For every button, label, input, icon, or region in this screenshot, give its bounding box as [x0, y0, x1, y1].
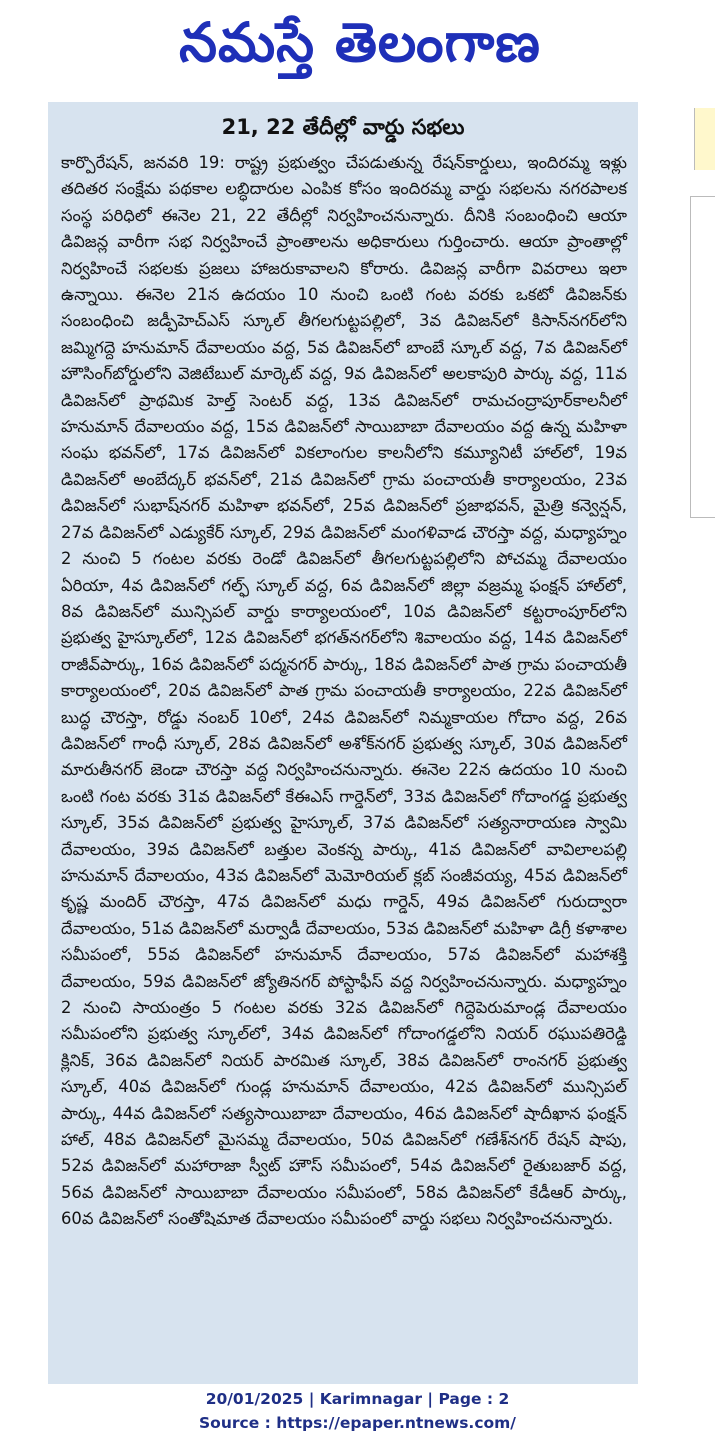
- source-link[interactable]: https://epaper.ntnews.com/: [276, 1414, 516, 1432]
- masthead: [0, 0, 715, 86]
- source-prefix: Source :: [199, 1414, 277, 1432]
- newspaper-logo: నమస్తే తెలంగాణ: [179, 11, 541, 74]
- edition-date-line: 20/01/2025 | Karimnagar | Page : 2: [205, 1390, 510, 1408]
- article-headline: 21, 22 తేదీల్లో వార్డు సభలు: [221, 115, 465, 139]
- adjacent-bordered-box: [690, 196, 715, 518]
- article-body: కార్పొరేషన్, జనవరి 19: రాష్ట్ర ప్రభుత్వం చేపడుతున్న రేషన్‌కార్డులు, ఇందిరమ్మ ఇళ్లు తదితర సంక్షేమ పథకాల లబ్ధిదారుల ఎంపిక కోసం ఇందిరమ్మ వార్డు సభలను నగరపాలక సంస్థ పరిధిలో ఈనెల 21, 22 తేదీల్లో నిర్వహించనున్నారు. దీనికి సంబంధించి ఆయా డివిజన్ల వారీగా సభ నిర్వహించే ప్రాంతాలను అధికారులు గుర్తించారు. ఆయా ప్రాంతాల్లో నిర్వహించే సభలకు ప్రజలు హాజరుకావాలని కోరారు. డివిజన్ల వారీగా వివరాలు ఇలా ఉన్నాయి. ఈనెల 21న ఉదయం 10 నుంచి ఒంటి గంట వరకు ఒకటో డివిజన్‌కు సంబంధించి జడ్పీహెచ్‌ఎస్ స్కూల్ తీగలగుట్టపల్లిలో, 3వ డివిజన్‌లో కిసాన్‌నగర్‌లోని జమ్మిగద్దె హనుమాన్ దేవాలయం వద్ద, 5వ డివిజన్‌లో బాంబే స్కూల్ వద్ద, 7వ డివిజన్‌లో హౌసింగ్‌బోర్డులోని వెజిటేబుల్ మార్కెట్ వద్ద, 9వ డివిజన్‌లో అలకాపురి పార్కు వద్ద, 11వ డివిజన్‌లో ప్రాథమిక హెల్త్ సెంటర్ వద్ద, 13వ డివిజన్‌లో రామచంద్రాపూర్‌కాలనీలో హనుమాన్ దేవాలయం వద్ద, 15వ డివిజన్‌లో సాయిబాబా దేవాలయం వద్ద ఉన్న మహిళా సంఘ భవన్‌లో, 17వ డివిజన్‌లో వికలాంగుల కాలనీలోని కమ్యూనిటీ హాల్‌లో, 19వ డివిజన్‌లో అంబేద్కర్ భవన్‌లో, 21వ డివిజన్‌లో గ్రామ పంచాయతీ కార్యాలయం, 23వ డివిజన్‌లో సుభాష్‌నగర్ మహిళా భవన్‌లో, 25వ డివిజన్‌లో ప్రజాభవన్, మైత్రి కన్వెన్షన్, 27వ డివిజన్‌లో ఎడ్యుకేర్ స్కూల్, 29వ డివిజన్‌లో మంగళివాడ చౌరస్తా వద్ద, మధ్యాహ్నం 2 నుంచి 5 గంటల వరకు రెండో డివిజన్‌లో తీగలగుట్టపల్లిలోని పోచమ్మ దేవాలయం ఏరియా, 4వ డివిజన్‌లో గల్ఫ్ స్కూల్ వద్ద, 6వ డివిజన్‌లో జిల్లా వజ్రమ్మ ఫంక్షన్ హాల్‌లో, 8వ డివిజన్‌లో మున్సిపల్ వార్డు కార్యాలయంలో, 10వ డివిజన్‌లో కట్టరాంపూర్‌లోని ప్రభుత్వ హైస్కూల్‌లో, 12వ డివిజన్‌లో భగత్‌నగర్‌లోని శివాలయం వద్ద, 14వ డివిజన్‌లో రాజీవ్‌పార్కు, 16వ డివిజన్‌లో పద్మనగర్ పార్కు, 18వ డివిజన్‌లో పాత గ్రామ పంచాయతీ కార్యాలయంలో, 20వ డివిజన్‌లో పాత గ్రామ పంచాయతీ కార్యాలయం, 22వ డివిజన్‌లో బుద్ధ చౌరస్తా, రోడ్డు నంబర్ 10లో, 24వ డివిజన్‌లో నిమ్మకాయల గోదాం వద్ద, 26వ డివిజన్‌లో గాంధీ స్కూల్, 28వ డివిజన్‌లో అశోక్‌నగర్ ప్రభుత్వ స్కూల్, 30వ డివిజన్‌లో మారుతీనగర్ జెండా చౌరస్తా వద్ద నిర్వహించనున్నారు. ఈనెల 22న ఉదయం 10 నుంచి ఒంటి గంట వరకు 31వ డివిజన్‌లో కేఈఎస్ గార్డెన్‌లో, 33వ డివిజన్‌లో గోదాంగడ్డ ప్రభుత్వ స్కూల్, 35వ డివిజన్‌లో ప్రభుత్వ హైస్కూల్, 37వ డివిజన్‌లో సత్యనారాయణ స్వామి దేవాలయం, 39వ డివిజన్‌లో బత్తుల వెంకన్న పార్కు, 41వ డివిజన్‌లో వావిలాలపల్లి హనుమాన్ దేవాలయం, 43వ డివిజన్‌లో మెమోరియల్ క్లబ్ సంజీవయ్య, 45వ డివిజన్‌లో కృష్ణ మందిర్ చౌరస్తా, 47వ డివిజన్‌లో మధు గార్డెన్, 49వ డివిజన్‌లో గురుద్వారా దేవాలయం, 51వ డివిజన్‌లో మర్వాడీ దేవాలయం, 53వ డివిజన్‌లో మహిళా డిగ్రీ కళాశాల సమీపంలో, 55వ డివిజన్‌లో హనుమాన్ దేవాలయం, 57వ డివిజన్‌లో మహాశక్తి దేవాలయం, 59వ డివిజన్‌లో జ్యోతినగర్ పోస్టాఫీస్ వద్ద నిర్వహించనున్నారు. మధ్యాహ్నం 2 నుంచి సాయంత్రం 5 గంటల వరకు 32వ డివిజన్‌లో గిద్దెపెరుమాండ్ల దేవాలయం సమీపంలోని ప్రభుత్వ స్కూల్‌లో, 34వ డివిజన్‌లో గోదాంగడ్డలోని నియర్ రఘుపతిరెడ్డి క్లినిక్, 36వ డివిజన్‌లో నియర్ పారమిత స్కూల్, 38వ డివిజన్‌లో రాంనగర్ ప్రభుత్వ స్కూల్, 40వ డివిజన్‌లో గుండ్ల హనుమాన్ దేవాలయం, 42వ డివిజన్‌లో మున్సిపల్ పార్కు, 44వ డివిజన్‌లో సత్యసాయిబాబా దేవాలయం, 46వ డివిజన్‌లో షాదీఖాన ఫంక్షన్ హాల్, 48వ డివిజన్‌లో మైసమ్మ దేవాలయం, 50వ డివిజన్‌లో గణేశ్‌నగర్ రేషన్ షాపు, 52వ డివిజన్‌లో మహారాజా స్వీట్ హౌస్ సమీపంలో, 54వ డివిజన్‌లో రైతుబజార్ వద్ద, 56వ డివిజన్‌లో సాయిబాబా దేవాలయం సమీపంలో, 58వ డివిజన్‌లో కేడీఆర్ పార్కు, 60వ డివిజన్‌లో సంతోషిమాత దేవాలయం సమీపంలో వార్డు సభలు నిర్వహించనున్నారు.: [61, 153, 627, 1229]
- source-line: [0, 1414, 715, 1432]
- adjacent-highlight-box: [694, 108, 715, 170]
- adjacent-article-fragment: [688, 100, 715, 1390]
- article-box: [48, 102, 638, 1384]
